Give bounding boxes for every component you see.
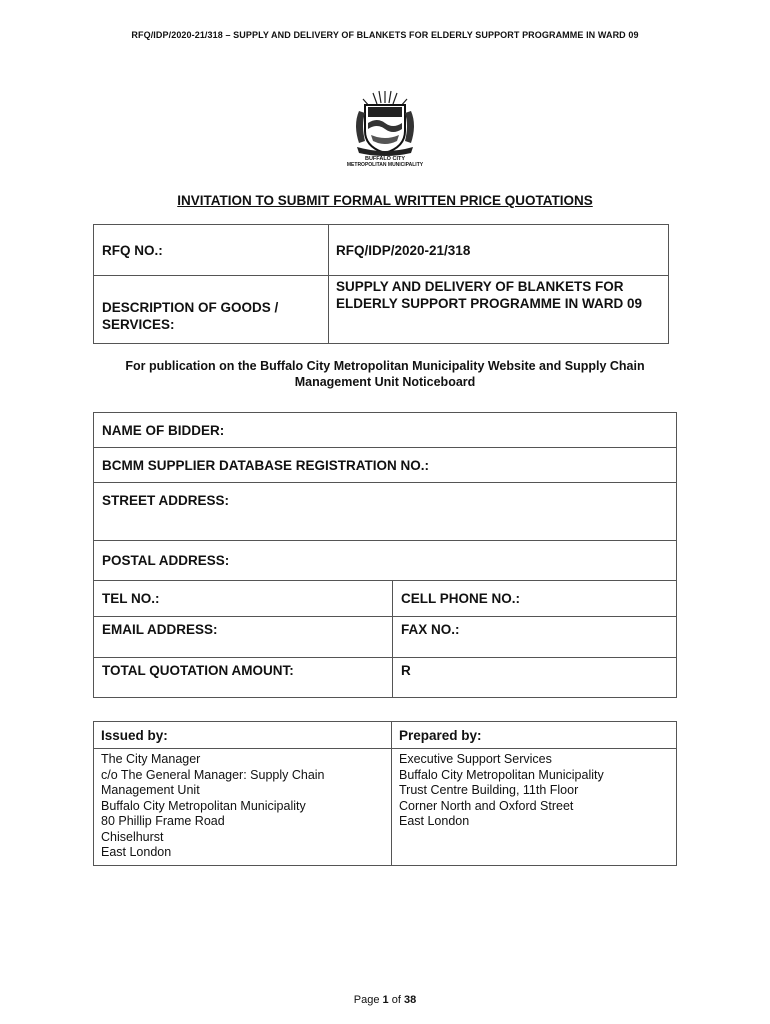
prepared-by-address [392, 749, 677, 866]
running-header: RFQ/IDP/2020-21/318 – SUPPLY AND DELIVERY OF BLANKETS FOR ELDERLY SUPPORT PROGRAMME IN WARD 09 [131, 30, 639, 40]
document-title: INVITATION TO SUBMIT FORMAL WRITTEN PRICE QUOTATIONS [177, 193, 593, 208]
name-of-bidder-field[interactable]: NAME OF BIDDER: [94, 413, 677, 448]
prepared-by-line: Corner North and Oxford Street [399, 798, 574, 813]
issued-by-address [94, 749, 392, 866]
cell-phone-no-field[interactable]: CELL PHONE NO.: [393, 581, 677, 617]
municipality-logo [335, 85, 435, 167]
bidder-details-form [93, 412, 677, 698]
issued-by-line: Buffalo City Metropolitan Municipality [101, 798, 306, 813]
total-quotation-amount-label: TOTAL QUOTATION AMOUNT: [94, 658, 393, 698]
prepared-by-line: Trust Centre Building, 11th Floor [399, 783, 579, 797]
page-footer [0, 994, 770, 1006]
issued-by-line: Management Unit [101, 783, 200, 797]
prepared-by-heading: Prepared by: [392, 722, 677, 749]
fax-no-field[interactable]: FAX NO.: [393, 617, 677, 658]
issued-by-line: Chiselhurst [101, 829, 164, 844]
prepared-by-line: Buffalo City Metropolitan Municipality [399, 767, 604, 782]
crest-icon [335, 85, 435, 167]
issued-prepared-table [93, 721, 677, 866]
issued-by-line: 80 Phillip Frame Road [101, 814, 225, 828]
rfq-details-table [93, 224, 669, 344]
tel-no-field[interactable]: TEL NO.: [94, 581, 393, 617]
issued-by-heading: Issued by: [94, 722, 392, 749]
publication-note [0, 358, 770, 390]
page-word: Page [353, 994, 380, 1006]
of-word: of [391, 994, 401, 1006]
total-quotation-amount-field[interactable]: R [393, 658, 677, 698]
description-label: DESCRIPTION OF GOODS / SERVICES: [94, 276, 329, 344]
rfq-no-label: RFQ NO.: [94, 225, 329, 276]
rfq-no-value: RFQ/IDP/2020-21/318 [329, 225, 669, 276]
publication-note-text: For publication on the Buffalo City Metropolitan Municipality Website and Supply Chain Management Unit Noticeboard [125, 359, 645, 389]
prepared-by-line: Executive Support Services [399, 752, 552, 766]
logo-line2: METROPOLITAN MUNICIPALITY [346, 162, 424, 167]
email-address-field[interactable]: EMAIL ADDRESS: [94, 617, 393, 658]
total-pages: 38 [403, 994, 417, 1006]
description-value: SUPPLY AND DELIVERY OF BLANKETS FOR ELDERLY SUPPORT PROGRAMME IN WARD 09 [329, 276, 669, 344]
logo-line1: BUFFALO CITY [364, 156, 406, 162]
issued-by-line: East London [101, 845, 172, 859]
postal-address-field[interactable]: POSTAL ADDRESS: [94, 541, 677, 581]
street-address-field[interactable]: STREET ADDRESS: [94, 483, 677, 541]
registration-no-field[interactable]: BCMM SUPPLIER DATABASE REGISTRATION NO.: [94, 448, 677, 483]
page-number: 1 [382, 994, 389, 1006]
issued-by-line: c/o The General Manager: Supply Chain [101, 767, 325, 782]
prepared-by-line: East London [399, 814, 470, 828]
issued-by-line: The City Manager [101, 752, 201, 766]
